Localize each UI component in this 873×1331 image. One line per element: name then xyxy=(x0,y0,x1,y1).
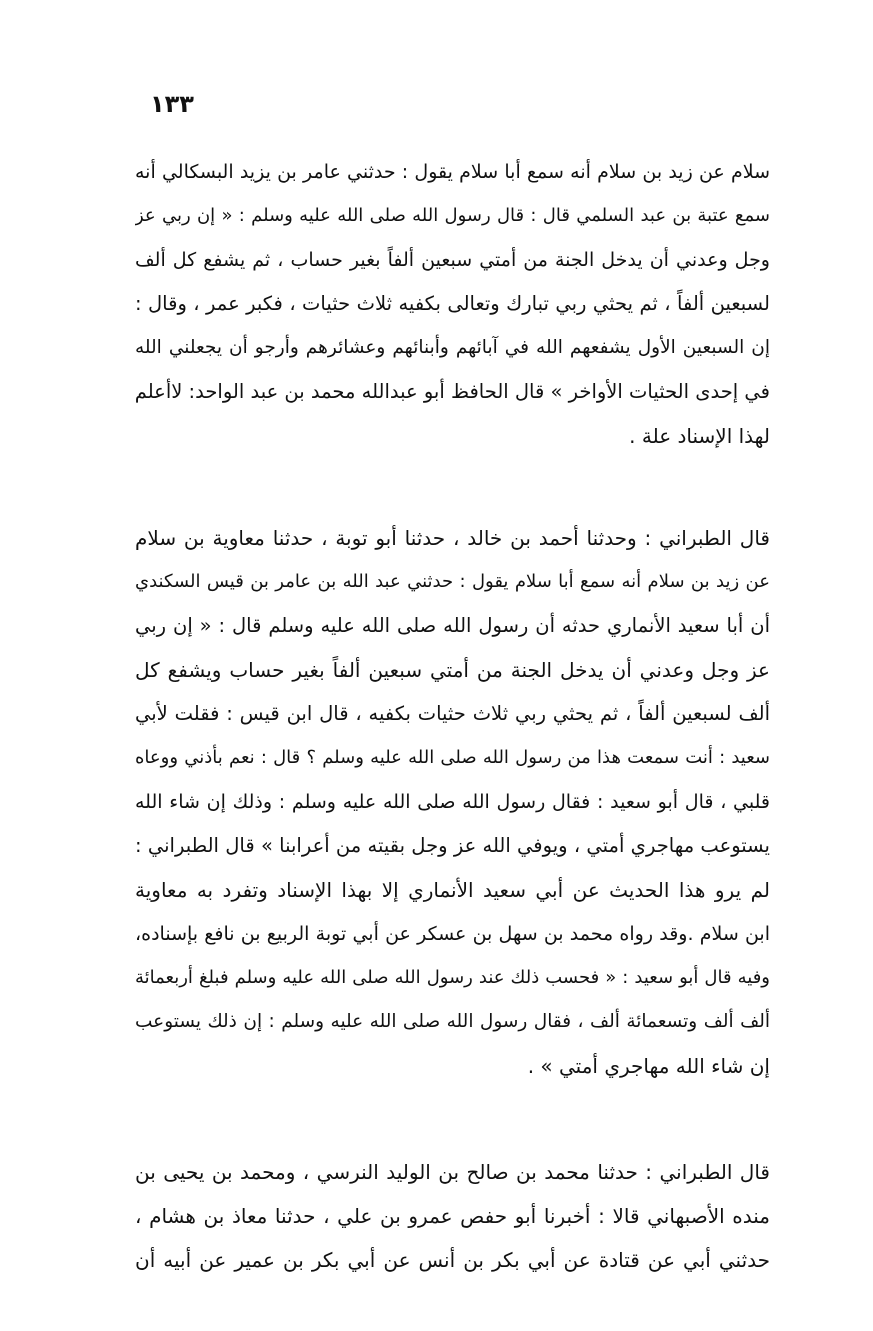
paragraph-3 xyxy=(135,1150,770,1285)
text-line: أن أبا سعيد الأنماري حدثه أن رسول الله صلى الله عليه وسلم قال : « إن ربي xyxy=(135,614,770,637)
text-line: لسبعين ألفاً ، ثم يحثي ربي تبارك وتعالى بكفيه ثلاث حثيات ، فكبر عمر ، وقال : xyxy=(135,292,770,315)
text-line: قال الطبراني : حدثنا محمد بن صالح بن الوليد النرسي ، ومحمد بن يحيى بن xyxy=(135,1160,770,1184)
paragraph-1 xyxy=(135,150,770,460)
text-line: قال الطبراني : وحدثنا أحمد بن خالد ، حدثنا أبو توبة ، حدثنا معاوية بن سلام xyxy=(135,526,770,550)
text-line: لهذا الإسناد علة . xyxy=(629,424,770,448)
text-line: سمع عتبة بن عبد السلمي قال : قال رسول الله صلى الله عليه وسلم : « إن ربي عز xyxy=(135,205,770,226)
text-line: قلبي ، قال أبو سعيد : فقال رسول الله صلى الله عليه وسلم : وذلك إن شاء الله xyxy=(135,791,770,813)
text-line: سعيد : أنت سمعت هذا من رسول الله صلى الله عليه وسلم ؟ قال : نعم بأذني ووعاه xyxy=(135,747,770,768)
text-line: وجل وعدني أن يدخل الجنة من أمتي سبعين ألفاً بغير حساب ، ثم يشفع كل ألف xyxy=(135,249,770,271)
text-line: إن شاء الله مهاجري أمتي » . xyxy=(527,1054,770,1078)
text-line: لم يرو هذا الحديث عن أبي سعيد الأنماري إلا بهذا الإسناد وتفرد به معاوية xyxy=(135,878,770,902)
text-line: وفيه قال أبو سعيد : « فحسب ذلك عند رسول الله صلى الله عليه وسلم فبلغ أربعمائة xyxy=(135,967,770,988)
page-number: ١٣٣ xyxy=(150,90,194,118)
paragraph-2 xyxy=(135,516,770,1096)
text-line: ألف ألف وتسعمائة ألف ، فقال رسول الله صلى الله عليه وسلم : إن ذلك يستوعب xyxy=(135,1011,770,1032)
text-line: إن السبعين الأول يشفعهم الله في آبائهم وأبنائهم وعشائرهم وأرجو أن يجعلني الله xyxy=(135,337,770,358)
text-line: منده الأصبهاني قالا : أخبرنا أبو حفص عمرو بن علي ، حدثنا معاذ بن هشام ، xyxy=(135,1204,770,1228)
text-line: سلام عن زيد بن سلام أنه سمع أبا سلام يقول : حدثني عامر بن يزيد البسكالي أنه xyxy=(135,161,770,183)
text-line: عز وجل وعدني أن يدخل الجنة من أمتي سبعين ألفاً بغير حساب ويشفع كل xyxy=(135,658,770,682)
text-line: يستوعب مهاجري أمتي ، ويوفي الله عز وجل بقيته من أعرابنا » قال الطبراني : xyxy=(135,834,770,857)
text-line: حدثني أبي عن قتادة عن أبي بكر بن أنس عن أبي بكر بن عمير عن أبيه أن xyxy=(135,1248,770,1272)
text-line: عن زيد بن سلام أنه سمع أبا سلام يقول : حدثني عبد الله بن عامر بن قيس السكندي xyxy=(135,571,770,592)
text-line: ابن سلام .وقد رواه محمد بن سهل بن عسكر عن أبي توبة الربيع بن نافع بإسناده، xyxy=(135,923,770,945)
text-line: في إحدى الحثيات الأواخر » قال الحافظ أبو عبدالله محمد بن عبد الواحد: لاأعلم xyxy=(135,380,770,403)
text-line: ألف لسبعين ألفاً ، ثم يحثي ربي ثلاث حثيات بكفيه ، قال ابن قيس : فقلت لأبي xyxy=(135,702,770,725)
